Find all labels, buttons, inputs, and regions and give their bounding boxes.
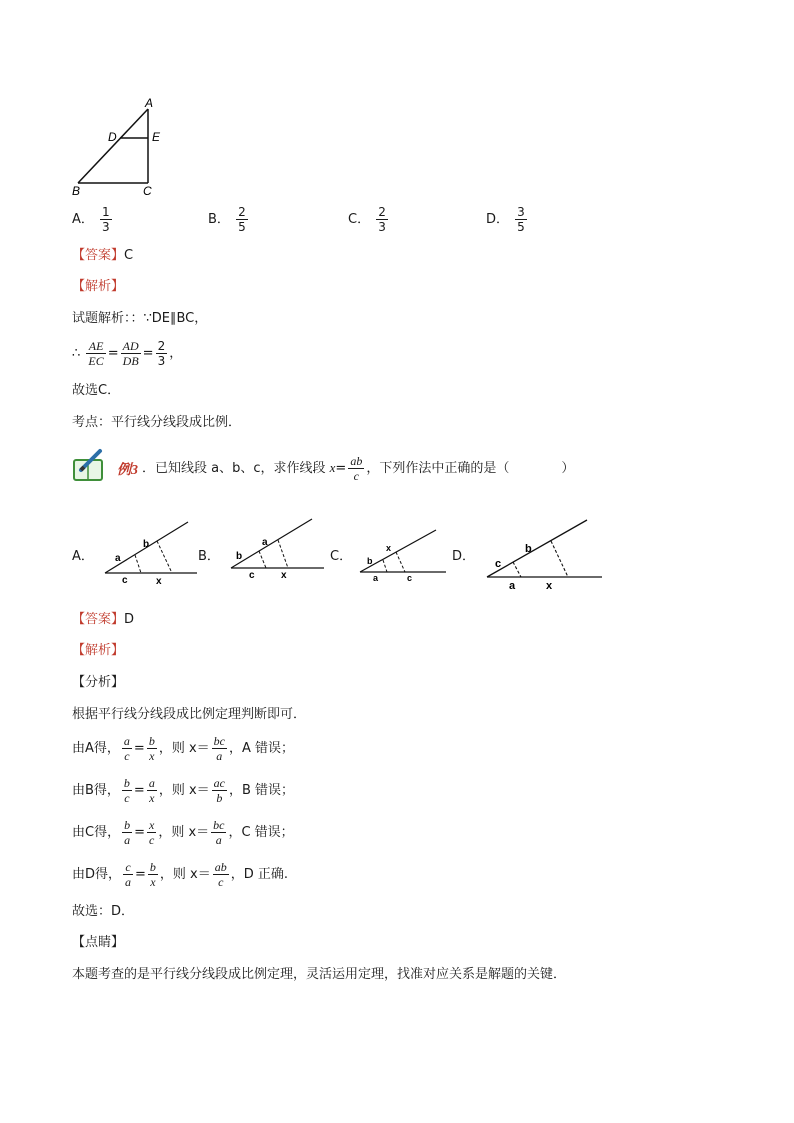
q3-case-b: 由B得， $\frac{b}{c}$ = $\frac{a}{x}$ ，则 x＝ $\frac{ac}{b}$ ，B 错误； (72, 776, 295, 805)
q2-option-d[interactable]: D． $\frac{3}{5}$ (486, 205, 525, 234)
q2-option-a[interactable]: A． $\frac{1}{3}$ (72, 205, 110, 234)
q3-option-b-letter[interactable]: B． (198, 549, 220, 564)
q3-fenxi-text: 根据平行线分线段成比例定理判断即可． (72, 707, 307, 722)
q3-option-d-letter[interactable]: D． (452, 549, 476, 564)
label-d: D (108, 130, 117, 144)
q2-analysis-line1: 试题解析：：∵DE∥BC， (72, 311, 208, 326)
label-a: a (373, 573, 379, 583)
label-c: c (122, 575, 128, 585)
label-x: x (386, 543, 392, 553)
q2-option-b[interactable]: B． $\frac{2}{5}$ (208, 205, 246, 234)
q3-fenxi-tag: 【分析】 (72, 675, 125, 690)
q3-dianjing-tag: 【点睛】 (72, 935, 125, 950)
q2-kaodian: 考点：平行线分线段成比例． (72, 415, 242, 430)
q3-option-a-figure (100, 515, 205, 585)
q3-option-d-figure (482, 515, 607, 595)
label-a: a (262, 537, 268, 548)
triangle-figure (68, 95, 178, 200)
label-c: C (143, 184, 152, 198)
q3-stem: ．已知线段 a、b、c，求作线段 x= $\frac{ab}{c}$ ，下列作法中正确的是（ ） (142, 454, 575, 483)
label-b: b (143, 539, 150, 550)
q2-option-c[interactable]: C． $\frac{2}{3}$ (348, 205, 386, 234)
q3-case-a: 由A得， $\frac{a}{c}$ = $\frac{b}{x}$ ，则 x＝ $\frac{bc}{a}$ ，A 错误； (72, 734, 294, 763)
q2-choose: 故选C． (72, 383, 121, 398)
label-e: E (152, 130, 161, 144)
q3-case-d: 由D得， $\frac{c}{a}$ = $\frac{b}{x}$ ，则 x＝ $\frac{ab}{c}$ ，D 正确. (72, 860, 289, 889)
segment-ab (78, 109, 148, 183)
q3-case-c: 由C得， $\frac{b}{a}$ = $\frac{x}{c}$ ，则 x＝ $\frac{bc}{a}$ ，C 错误； (72, 818, 294, 847)
q2-analysis-tag: 【解析】 (72, 279, 125, 294)
q3-answer: 【答案】D (72, 612, 135, 627)
label-a: a (115, 553, 121, 564)
book-pencil-icon (72, 448, 106, 484)
q3-option-c-letter[interactable]: C． (330, 549, 353, 564)
q3-option-c-figure (356, 520, 451, 585)
label-b: b (525, 543, 532, 555)
q3-analysis-tag: 【解析】 (72, 643, 125, 658)
label-x: x (546, 580, 553, 592)
q3-choose: 故选：D． (72, 904, 135, 919)
q3-dianjing-text: 本题考查的是平行线分线段成比例定理，灵活运用定理，找准对应关系是解题的关键． (72, 967, 567, 982)
example-badge: 例3 (117, 463, 138, 478)
label-a: a (509, 580, 516, 592)
label-b: b (367, 556, 373, 566)
label-b: b (236, 551, 243, 562)
q3-option-a-letter[interactable]: A． (72, 549, 94, 564)
q3-option-b-figure (226, 515, 331, 585)
label-x: x (156, 576, 162, 585)
label-c: c (249, 570, 255, 581)
label-x: x (281, 570, 287, 581)
q2-answer: 【答案】C (72, 248, 134, 263)
q2-equation: ∴ $\frac{AE}{EC}$ = $\frac{AD}{DB}$ = $\frac{2}{3}$ ， (72, 339, 183, 368)
label-b: B (72, 184, 81, 198)
label-c: c (495, 558, 502, 570)
label-c: c (407, 573, 413, 583)
label-a: A (145, 96, 154, 110)
